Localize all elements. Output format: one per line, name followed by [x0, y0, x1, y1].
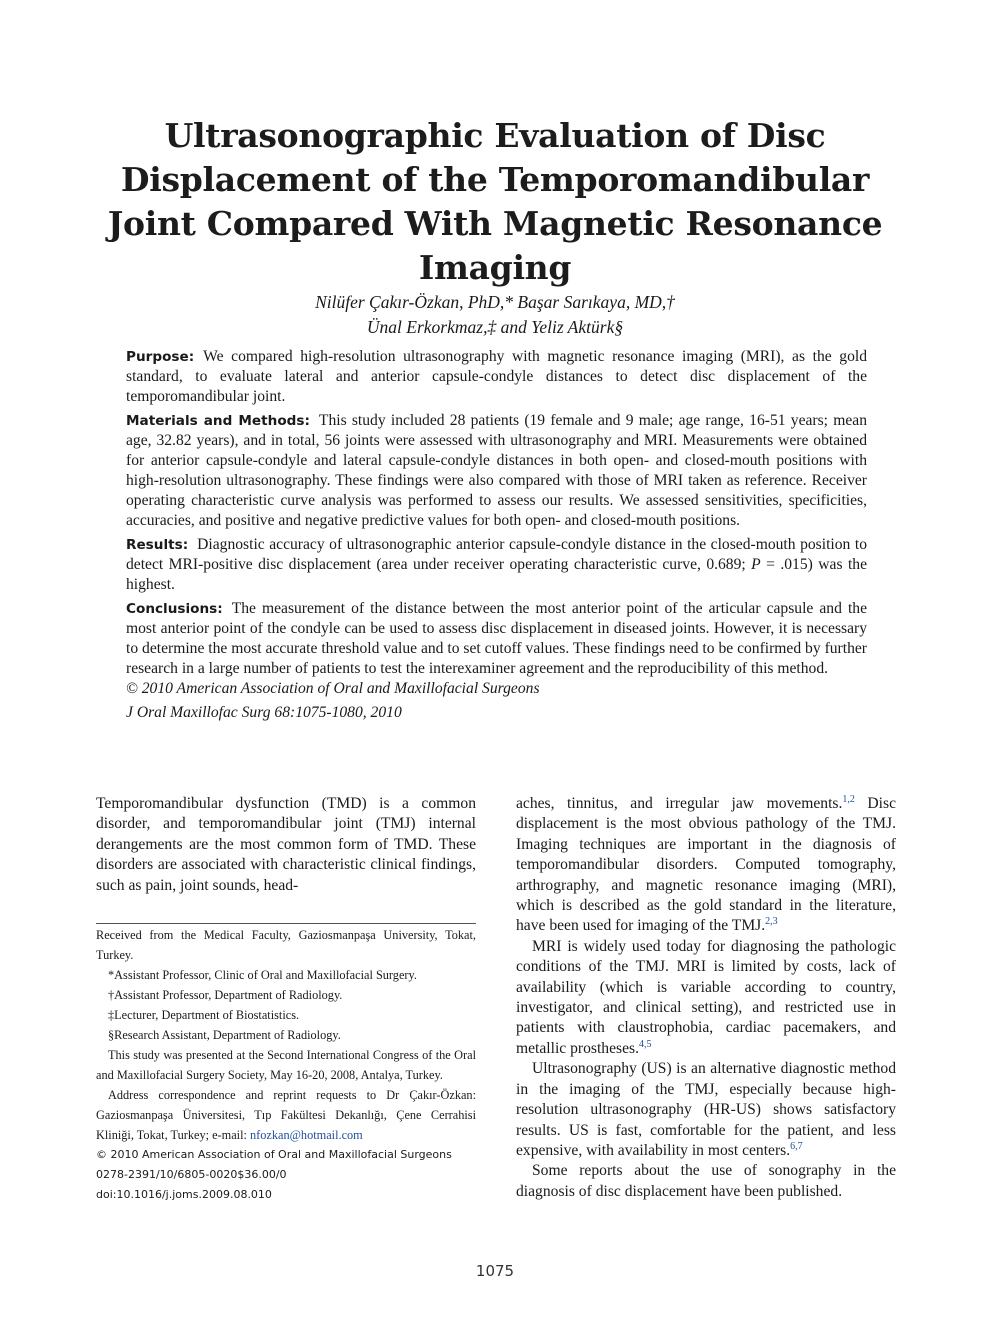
body-paragraph: Some reports about the use of sonography in the diagnosis of disc displacement have been published.	[516, 1162, 896, 1200]
article-title: Ultrasonographic Evaluation of Disc Displacement of the Temporomandibular Joint Compared With Magnetic Resonance Imaging	[107, 116, 883, 287]
footnote-doi: doi:10.1016/j.joms.2009.08.010	[96, 1188, 272, 1201]
body-right-column	[516, 794, 896, 1202]
footnote-copyright: © 2010 American Association of Oral and Maxillofacial Surgeons	[96, 1148, 452, 1161]
reference-citation[interactable]: 4,5	[638, 1038, 652, 1050]
abstract-copyright: © 2010 American Association of Oral and Maxillofacial Surgeons	[126, 680, 540, 697]
reference-citation[interactable]: 2,3	[765, 916, 778, 928]
results-label: Results:	[126, 537, 189, 553]
methods-label: Materials and Methods:	[126, 413, 310, 429]
purpose-label: Purpose:	[126, 349, 195, 365]
body-paragraph	[516, 937, 896, 1059]
body-text: aches, tinnitus, and irregular jaw movements.	[516, 795, 843, 812]
footnote-author-3: ‡Lecturer, Department of Biostatistics.	[108, 1008, 300, 1022]
body-paragraph: Temporomandibular dysfunction (TMD) is a common disorder, and temporomandibular joint (TMJ) internal derangements are the most common form of TMD. These disorders are associated with characteristic clinical findings, such as pain, joint sounds, head-	[96, 795, 476, 894]
footnote-author-4: §Research Assistant, Department of Radiology.	[108, 1028, 341, 1042]
author-list	[100, 290, 890, 340]
results-text-a: Diagnostic accuracy of ultrasonographic anterior capsule-condyle distance in the closed-mouth position to detect MRI-positive disc displacement (area under receiver operating characteristic curve, 0.689;	[126, 536, 867, 573]
reference-citation[interactable]: 6,7	[790, 1140, 803, 1152]
address-text: Address correspondence and reprint requests to Dr Çakır-Özkan: Gaziosmanpaşa Üniversitesi, Tıp Fakültesi Dekanlığı, Çene Cerrahisi Kliniği, Tokat, Turkey; e-mail:	[96, 1088, 476, 1142]
footnotes	[96, 925, 476, 1205]
body-text: MRI is widely used today for diagnosing the pathologic conditions of the TMJ. MRI is limited by costs, lack of availability (which is variable according to country, investigator, and clinical setting), and restricted use in patients with claustrophobia, cardiac pacemakers, and metallic prostheses.	[516, 937, 896, 1057]
footnote-divider	[96, 923, 476, 924]
email-link[interactable]: nfozkan@hotmail.com	[250, 1128, 363, 1142]
author-line-2: Ünal Erkorkmaz,‡ and Yeliz Aktürk§	[366, 317, 624, 337]
abstract-methods	[126, 411, 867, 531]
body-text: Disc displacement is the most obvious pathology of the TMJ. Imaging techniques are important in the diagnosis of temporomandibular disorders. Computed tomography, arthrography, and magnetic resonance imaging (MRI), which is described as the gold standard in the literature, have been used for imaging of the TMJ.	[516, 795, 896, 935]
results-text-b: = .015) was the highest.	[126, 556, 867, 593]
abstract-conclusions	[126, 599, 867, 679]
page-number: 1075	[475, 1262, 515, 1280]
body-text: Ultrasonography (US) is an alternative diagnostic method in the imaging of the TMJ, especially because high-resolution ultrasonography (HR-US) shows satisfactory results. US is fast, comfortable for the patient, and less expensive, with availability in most centers.	[516, 1060, 896, 1159]
reference-citation[interactable]: 1,2	[842, 793, 855, 805]
author-line-1: Nilüfer Çakır-Özkan, PhD,* Başar Sarıkaya, MD,†	[315, 292, 675, 312]
results-p-symbol: P	[751, 556, 761, 573]
abstract	[126, 347, 867, 727]
footnote-address	[96, 1085, 476, 1145]
footnote-author-1: *Assistant Professor, Clinic of Oral and Maxillofacial Surgery.	[108, 968, 417, 982]
footnote-author-2: †Assistant Professor, Department of Radiology.	[108, 988, 343, 1002]
body-left-column	[96, 794, 476, 896]
journal-citation: J Oral Maxillofac Surg 68:1075-1080, 2010	[126, 704, 402, 721]
footnote-issn: 0278-2391/10/6805-0020$36.00/0	[96, 1168, 287, 1181]
purpose-text: We compared high-resolution ultrasonography with magnetic resonance imaging (MRI), as the gold standard, to evaluate lateral and anterior capsule-condyle distances to detect disc displacement of the temporomandibular joint.	[126, 348, 867, 405]
conclusions-label: Conclusions:	[126, 601, 223, 617]
body-paragraph	[516, 794, 896, 937]
abstract-purpose	[126, 347, 867, 407]
body-paragraph	[516, 1059, 896, 1161]
footnote-presented: This study was presented at the Second International Congress of the Oral and Maxillofacial Surgery Society, May 16-20, 2008, Antalya, Turkey.	[96, 1048, 476, 1082]
methods-text: This study included 28 patients (19 female and 9 male; age range, 16-51 years; mean age, 32.82 years), and in total, 56 joints were assessed with ultrasonography and MRI. Measurements were obtained for anterior capsule-condyle and lateral capsule-condyle distances in both open- and closed-mouth positions with high-resolution ultrasonography. These findings were also compared with those of MRI taken as reference. Receiver operating characteristic curve analysis was performed to assess our results. We assessed sensitivities, specificities, accuracies, and positive and negative predictive values for both open- and closed-mouth positions.	[126, 412, 867, 529]
footnote-received: Received from the Medical Faculty, Gaziosmanpaşa University, Tokat, Turkey.	[96, 928, 476, 962]
conclusions-text: The measurement of the distance between the most anterior point of the articular capsule and the most anterior point of the condyle can be used to assess disc displacement in diseased joints. However, it is necessary to determine the most accurate threshold value and to set cutoff values. These findings need to be confirmed by further research in a large number of patients to test the interexaminer agreement and the reproducibility of this method.	[126, 600, 867, 677]
abstract-results	[126, 535, 867, 595]
